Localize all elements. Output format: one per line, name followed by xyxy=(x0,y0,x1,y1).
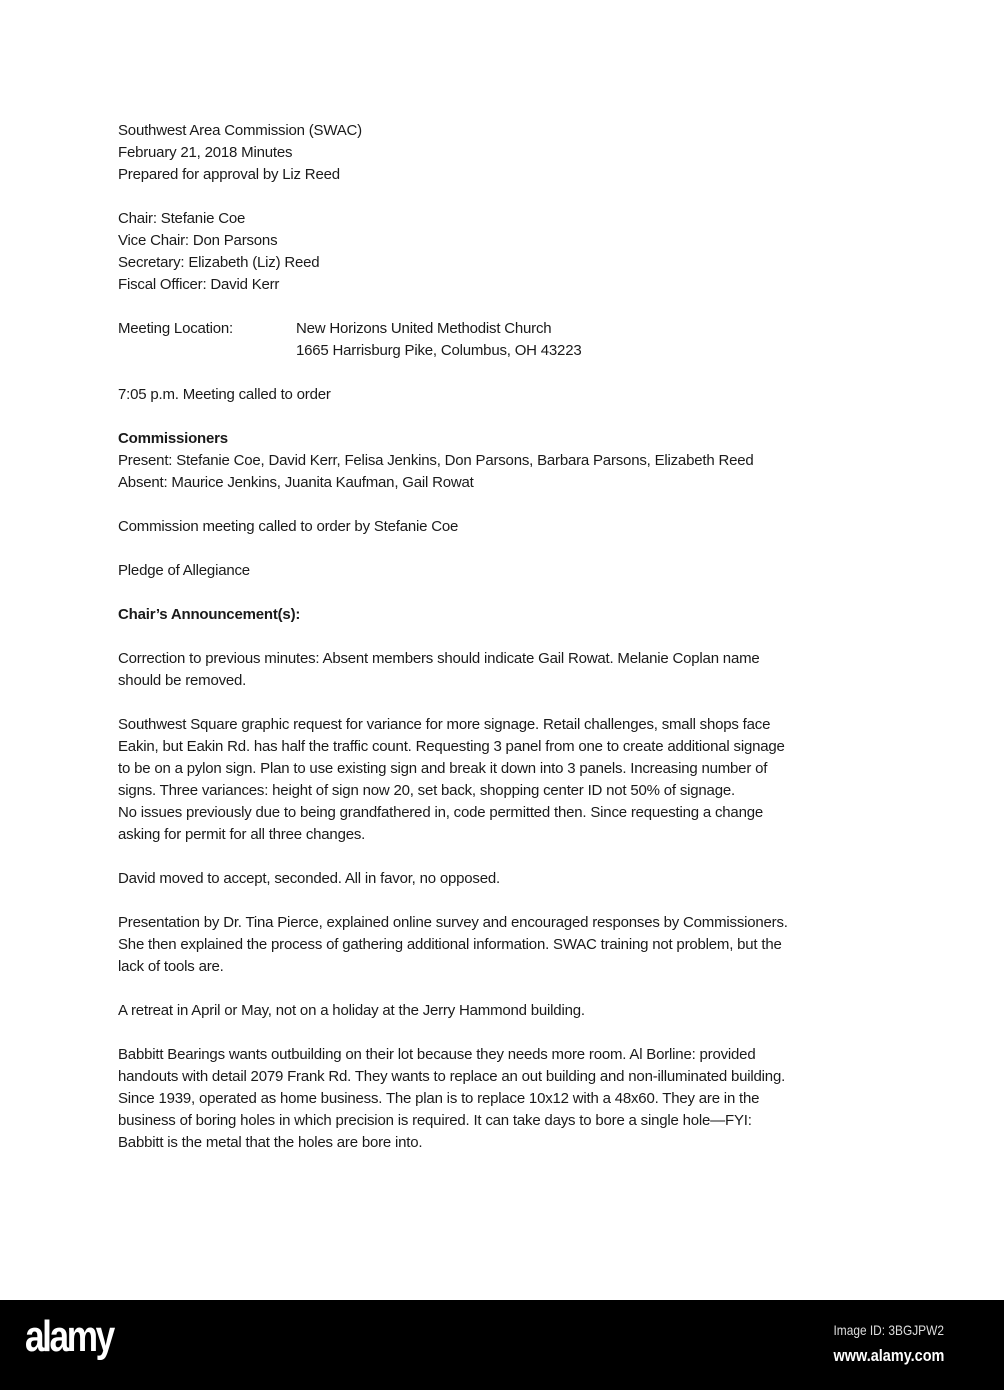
commissioners-heading: Commissioners xyxy=(118,430,228,447)
text-line: Correction to previous minutes: Absent members should indicate Gail Rowat. Melanie Coplan name xyxy=(118,650,760,667)
text-line: Southwest Area Commission (SWAC) xyxy=(118,122,362,139)
text-line: asking for permit for all three changes. xyxy=(118,826,366,843)
text-line: Commission meeting called to order by Stefanie Coe xyxy=(118,518,459,535)
officers-block xyxy=(118,208,319,296)
text-line: Present: Stefanie Coe, David Kerr, Felisa Jenkins, Don Parsons, Barbara Parsons, Elizabeth Reed xyxy=(118,452,754,469)
text-line: No issues previously due to being grandfathered in, code permitted then. Since requesting a change xyxy=(118,804,763,821)
text-line: Secretary: Elizabeth (Liz) Reed xyxy=(118,254,320,271)
text-line: Chair: Stefanie Coe xyxy=(118,210,246,227)
text-line: Southwest Square graphic request for variance for more signage. Retail challenges, small shops face xyxy=(118,716,771,733)
text-line: Absent: Maurice Jenkins, Juanita Kaufman, Gail Rowat xyxy=(118,474,474,491)
text-line: lack of tools are. xyxy=(118,958,224,975)
alamy-logo: alamy xyxy=(25,1312,113,1361)
text-line: signs. Three variances: height of sign now 20, set back, shopping center ID not 50% of signage. xyxy=(118,782,735,799)
southwest-square-paragraph xyxy=(118,714,785,846)
motion-paragraph xyxy=(118,868,500,890)
text-line: David moved to accept, seconded. All in favor, no opposed. xyxy=(118,870,500,887)
text-line: 7:05 p.m. Meeting called to order xyxy=(118,386,331,403)
image-id: Image ID: 3BGJPW2 xyxy=(833,1322,944,1338)
presentation-paragraph xyxy=(118,912,788,978)
text-line: Fiscal Officer: David Kerr xyxy=(118,276,280,293)
watermark-footer xyxy=(0,1300,1004,1390)
text-line: Prepared for approval by Liz Reed xyxy=(118,166,340,183)
text-line: A retreat in April or May, not on a holiday at the Jerry Hammond building. xyxy=(118,1002,585,1019)
text-line: to be on a pylon sign. Plan to use existing sign and break it down into 3 panels. Increasing number of xyxy=(118,760,768,777)
text-line: Vice Chair: Don Parsons xyxy=(118,232,278,249)
chair-announcements-heading: Chair’s Announcement(s): xyxy=(118,606,301,623)
header-block xyxy=(118,120,362,186)
text-line: Presentation by Dr. Tina Pierce, explained online survey and encouraged responses by Commissioners. xyxy=(118,914,788,931)
retreat-paragraph xyxy=(118,1000,585,1022)
text-line: handouts with detail 2079 Frank Rd. They wants to replace an out building and non-illuminated building. xyxy=(118,1068,786,1085)
location-line: New Horizons United Methodist Church xyxy=(296,320,552,337)
commissioners-block xyxy=(118,428,754,494)
text-line: Babbitt Bearings wants outbuilding on their lot because they needs more room. Al Borline: provided xyxy=(118,1046,756,1063)
pledge xyxy=(118,560,250,582)
location-line: 1665 Harrisburg Pike, Columbus, OH 43223 xyxy=(296,342,582,359)
babbitt-paragraph xyxy=(118,1044,785,1154)
text-line: Pledge of Allegiance xyxy=(118,562,250,579)
text-line: Since 1939, operated as home business. The plan is to replace 10x12 with a 48x60. They are in the xyxy=(118,1090,760,1107)
location-label: Meeting Location: xyxy=(118,320,234,337)
correction-paragraph xyxy=(118,648,760,692)
commissioners-list xyxy=(118,450,754,494)
location-block xyxy=(118,318,581,362)
called-by xyxy=(118,516,458,538)
site-url: www.alamy.com xyxy=(833,1346,944,1365)
text-line: business of boring holes in which precision is required. It can take days to bore a single hole—FYI: xyxy=(118,1112,752,1129)
text-line: She then explained the process of gathering additional information. SWAC training not problem, but the xyxy=(118,936,782,953)
call-to-order xyxy=(118,384,331,406)
text-line: Eakin, but Eakin Rd. has half the traffic count. Requesting 3 panel from one to create additional signage xyxy=(118,738,785,755)
text-line: Babbitt is the metal that the holes are bore into. xyxy=(118,1134,423,1151)
text-line: should be removed. xyxy=(118,672,247,689)
text-line: February 21, 2018 Minutes xyxy=(118,144,293,161)
